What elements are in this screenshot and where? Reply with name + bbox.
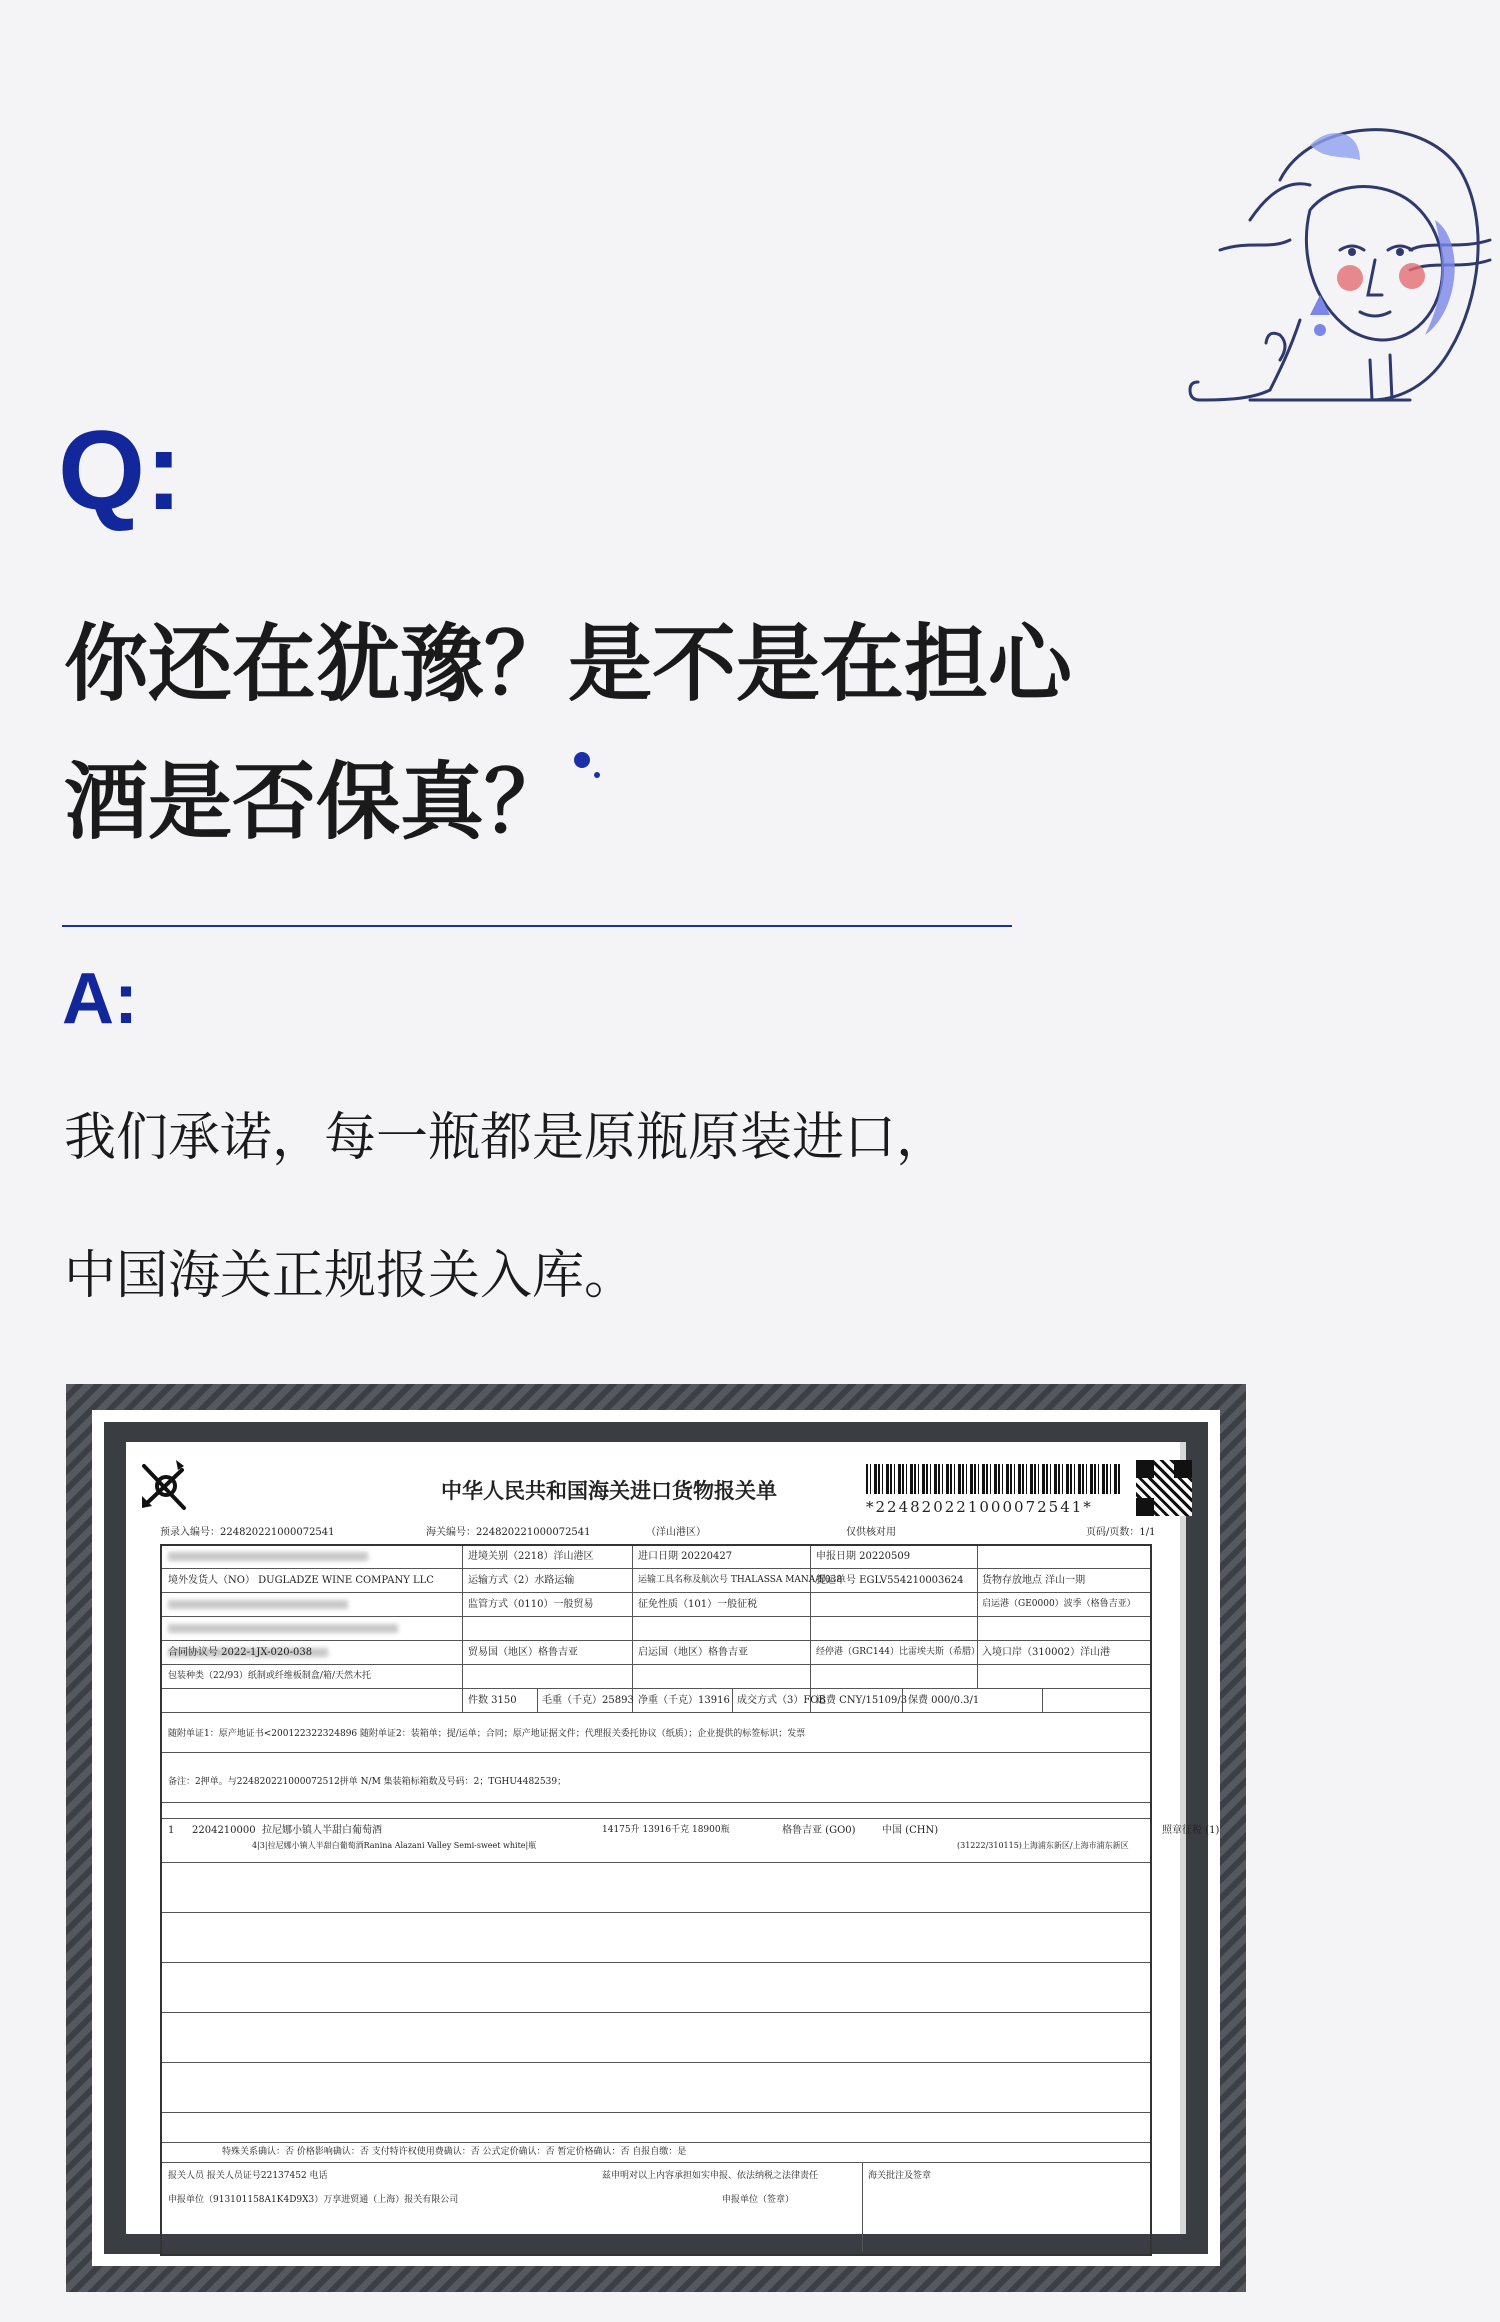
section-divider	[62, 925, 1012, 927]
declaration-paper	[126, 1442, 1220, 2234]
field-supervision: 监管方式（0110）一般贸易	[468, 1599, 594, 1610]
field-departure-port: 启运港（GE0000）波季（格鲁吉亚）	[982, 1599, 1136, 1609]
field-vessel: 运输工具名称及航次号 THALASSA MANA/E038	[638, 1575, 843, 1585]
question-line-1: 你还在犹豫？是不是在担心	[64, 615, 1073, 713]
field-packaging: 包装种类（22/93）纸制或纤维板制盒/箱/天然木托	[168, 1671, 372, 1681]
sun-face-illustration	[1160, 100, 1500, 430]
document-title: 中华人民共和国海关进口货物报关单	[441, 1478, 777, 1503]
question-line-2: 酒是否保真？	[64, 753, 569, 851]
customs-emblem-icon	[136, 1456, 198, 1516]
barcode-number: *224820221000072541*	[866, 1498, 1093, 1516]
field-gross-weight: 毛重（千克）25893	[542, 1695, 634, 1706]
field-bill-no: 提运单号 EGLV554210003624	[816, 1575, 964, 1586]
item-origin: 格鲁吉亚 (GO0)	[782, 1825, 856, 1836]
decorative-dot	[574, 752, 590, 768]
field-levy: 征免性质（101）一般征税	[638, 1599, 758, 1610]
field-transport-mode: 运输方式（2）水路运输	[468, 1575, 575, 1586]
answer-line-2: 中国海关正规报关入库。	[64, 1246, 637, 1306]
pre-entry-number: 预录入编号：224820221000072541	[160, 1527, 335, 1538]
footer-customs-stamp: 海关批注及签章	[868, 2171, 932, 2181]
item-levy: 照章征税 (1)	[1162, 1825, 1220, 1836]
decorative-dot-small	[594, 772, 600, 778]
field-net-weight: 净重（千克）13916	[638, 1695, 730, 1706]
item-domestic-place: (31222/310115)上海浦东新区/上海市浦东新区	[957, 1841, 1129, 1850]
field-freight: 运费 CNY/15109/3	[816, 1695, 908, 1706]
answer-line-1: 我们承诺，每一瓶都是原瓶原装进口，	[64, 1108, 949, 1168]
question-label: Q:	[58, 408, 183, 533]
field-entry-port: 进境关别（2218）洋山港区	[468, 1551, 594, 1562]
footer-declaring-unit: 申报单位（913101158A1K4D9X3）万享进贸通（上海）报关有限公司	[168, 2195, 459, 2205]
qr-code-icon	[1136, 1460, 1192, 1516]
field-contract: 合同协议号 2022-1JX-020-038	[168, 1647, 313, 1658]
question-text	[64, 595, 1164, 871]
field-pieces: 件数 3150	[468, 1695, 517, 1706]
barcode	[866, 1464, 1121, 1494]
field-consignor: 境外发货人（NO） DUGLADZE WINE COMPANY LLC	[168, 1575, 434, 1586]
footer-stamp-label: 申报单位（签章）	[722, 2195, 795, 2205]
item-seq: 1	[168, 1825, 175, 1836]
customs-number: 海关编号：224820221000072541	[426, 1527, 591, 1538]
field-trade-country: 贸易国（地区）格鲁吉亚	[468, 1647, 578, 1658]
field-transit-port: 经停港（GRC144）比雷埃夫斯（希腊）	[816, 1647, 981, 1657]
field-declare-date: 申报日期 20220509	[816, 1551, 911, 1562]
field-deal-mode: 成交方式（3）FOB	[737, 1695, 826, 1706]
footer-confirmations: 特殊关系确认：否 价格影响确认：否 支付特许权使用费确认：否 公式定价确认：否 暂定价格确认：否 自报自缴：是	[222, 2147, 687, 2157]
page-note: 页码/页数：1/1	[1086, 1527, 1156, 1538]
customs-declaration-image	[66, 1384, 1246, 2292]
field-origin-country: 启运国（地区）格鲁吉亚	[638, 1647, 748, 1658]
field-attached-docs: 随附单证1：原产地证书<200122322324896 随附单证2：装箱单；提/运单；合同；原产地证据文件；代理报关委托协议（纸质）；企业提供的标签标识；发票	[168, 1729, 806, 1739]
item-spec: 4|3|拉尼娜小镇人半甜白葡萄酒Ranina Alazani Valley Semi-sweet white|瓶	[252, 1841, 537, 1850]
item-name: 拉尼娜小镇人半甜白葡萄酒	[262, 1825, 382, 1836]
field-entry-point: 入境口岸（310002）洋山港	[982, 1647, 1111, 1658]
item-hs-code: 2204210000	[192, 1825, 256, 1836]
item-quantity: 14175升 13916千克 18900瓶	[602, 1825, 730, 1835]
footer-statement: 兹申明对以上内容承担如实申报、依法纳税之法律责任	[602, 2171, 819, 2181]
item-destination: 中国 (CHN)	[882, 1825, 939, 1836]
field-remarks: 备注：2押单。与224820221000072512拼单 N/M 集装箱标箱数及号码：2；TGHU4482539；	[168, 1777, 567, 1787]
footer-declarant: 报关人员 报关人员证号22137452 电话	[168, 2171, 328, 2181]
field-import-date: 进口日期 20220427	[638, 1551, 733, 1562]
verify-note: 仅供核对用	[846, 1527, 896, 1538]
field-insurance: 保费 000/0.3/1	[908, 1695, 980, 1706]
answer-label: A:	[62, 959, 138, 1039]
port-note: （洋山港区）	[646, 1527, 706, 1538]
field-storage: 货物存放地点 洋山一期	[982, 1575, 1086, 1586]
declaration-table	[160, 1544, 1220, 2256]
